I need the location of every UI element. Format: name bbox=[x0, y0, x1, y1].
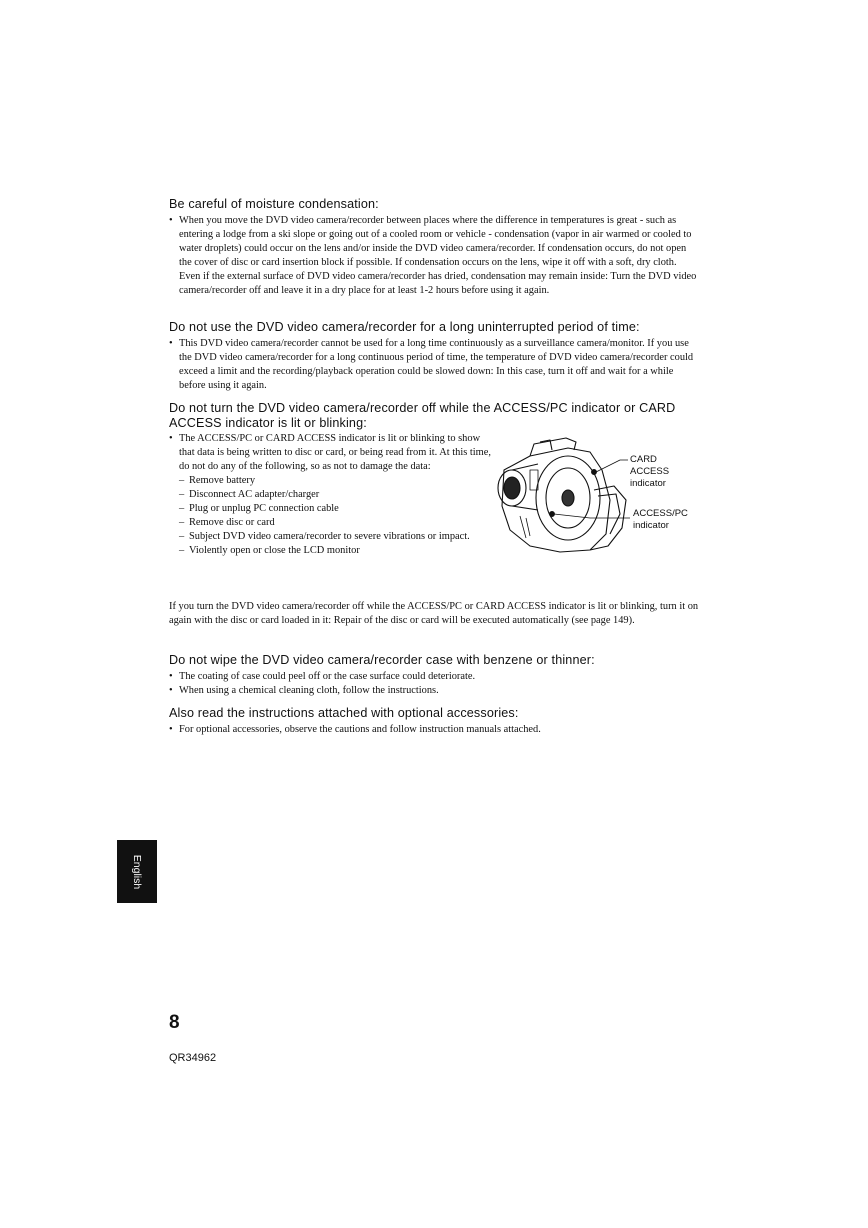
dash-mark: – bbox=[179, 545, 185, 556]
bullet-text: For optional accessories, observe the cautions and follow instruction manuals attached. bbox=[179, 724, 541, 735]
access-pc-indicator bbox=[550, 512, 555, 517]
benzene-body bbox=[169, 670, 699, 698]
list-item bbox=[169, 670, 699, 684]
dash-item bbox=[169, 488, 491, 502]
dash-mark: – bbox=[179, 489, 185, 500]
bullet-text: This DVD video camera/recorder cannot be used for a long time continuously as a surveillance camera/monitor. If you use the DVD video camera/recorder for a long continuous period of time, the temperature of DVD video camera/recorder could exceed a limit and the recording/playback operation could be slowed down: In this case, turn it off and wait for a while before using it again. bbox=[179, 338, 694, 391]
bullet-mark: • bbox=[169, 671, 173, 682]
list-item bbox=[169, 432, 491, 474]
document-code: QR34962 bbox=[169, 1052, 217, 1064]
dash-text: Violently open or close the LCD monitor bbox=[189, 545, 360, 556]
dash-text: Plug or unplug PC connection cable bbox=[189, 503, 339, 514]
access-body bbox=[169, 432, 491, 558]
bullet-text: The coating of case could peel off or the case surface could deteriorate. bbox=[179, 671, 476, 682]
camcorder-illustration bbox=[490, 430, 710, 560]
heading-benzene: Do not wipe the DVD video camera/recorder case with benzene or thinner: bbox=[169, 653, 595, 667]
heading-accessories: Also read the instructions attached with optional accessories: bbox=[169, 706, 519, 720]
paragraph-text: If you turn the DVD video camera/recorder off while the ACCESS/PC or CARD ACCESS indicator is lit or blinking, turn it on again with the disc or card loaded in it: Repair of the disc or card will be executed automatically (see page 149). bbox=[169, 601, 699, 626]
dash-mark: – bbox=[179, 531, 185, 542]
leader-line bbox=[596, 460, 628, 472]
language-tab-label: English bbox=[131, 854, 143, 889]
long-use-body bbox=[169, 337, 699, 393]
dash-item bbox=[169, 502, 491, 516]
label-access-pc: ACCESS/PC indicator bbox=[633, 508, 688, 531]
bullet-mark: • bbox=[169, 215, 173, 226]
dash-item bbox=[169, 516, 491, 530]
access-after-paragraph bbox=[169, 600, 699, 628]
list-item bbox=[169, 723, 699, 737]
moisture-body bbox=[169, 214, 699, 298]
list-item bbox=[169, 214, 699, 298]
label-card-access: CARD ACCESS indicator bbox=[630, 454, 670, 489]
dash-item bbox=[169, 530, 491, 544]
card-access-indicator bbox=[592, 470, 597, 475]
bullet-mark: • bbox=[169, 724, 173, 735]
bullet-mark: • bbox=[169, 433, 173, 444]
dash-item bbox=[169, 544, 491, 558]
dash-mark: – bbox=[179, 517, 185, 528]
dash-item bbox=[169, 474, 491, 488]
camera-body bbox=[502, 448, 610, 552]
heading-access: Do not turn the DVD video camera/recorder off while the ACCESS/PC indicator or CARD ACCESS indicator is lit or blinking: bbox=[169, 401, 676, 430]
dash-text: Remove battery bbox=[189, 475, 256, 486]
accessories-body bbox=[169, 723, 699, 737]
heading-moisture: Be careful of moisture condensation: bbox=[169, 197, 379, 211]
dash-text: Disconnect AC adapter/charger bbox=[189, 489, 320, 500]
dash-text: Remove disc or card bbox=[189, 517, 275, 528]
list-item bbox=[169, 684, 699, 698]
bullet-mark: • bbox=[169, 685, 173, 696]
dash-mark: – bbox=[179, 475, 185, 486]
dash-text: Subject DVD video camera/recorder to severe vibrations or impact. bbox=[189, 531, 470, 542]
bullet-text: The ACCESS/PC or CARD ACCESS indicator is lit or blinking to show that data is being written to disc or card, or being read from it. At this time, do not do any of the following, so as not to damage the data: bbox=[179, 433, 491, 472]
language-tab bbox=[117, 840, 157, 903]
page-number: 8 bbox=[169, 1012, 180, 1033]
bullet-text: When you move the DVD video camera/recorder between places where the difference in temperatures is great - such as entering a lodge from a ski slope or going out of a cooled room or vehicle - condensation (vapor in air warmed or cooled to water droplets) could occur on the lens and/or inside the DVD video camera/recorder. If condensation occurs, do not open the cover of disc or card insertion block if possible. If condensation occurs on the lens, wipe it off with a soft, dry cloth. Even if the external surface of DVD video camera/recorder has dried, condensation may remain inside: Turn the DVD video camera/recorder off and leave it in a dry place for at least 1-2 hours before using it again. bbox=[179, 215, 697, 296]
heading-long-use: Do not use the DVD video camera/recorder for a long uninterrupted period of time: bbox=[169, 320, 640, 334]
list-item bbox=[169, 337, 699, 393]
bullet-mark: • bbox=[169, 338, 173, 349]
dash-mark: – bbox=[179, 503, 185, 514]
bullet-text: When using a chemical cleaning cloth, follow the instructions. bbox=[179, 685, 439, 696]
